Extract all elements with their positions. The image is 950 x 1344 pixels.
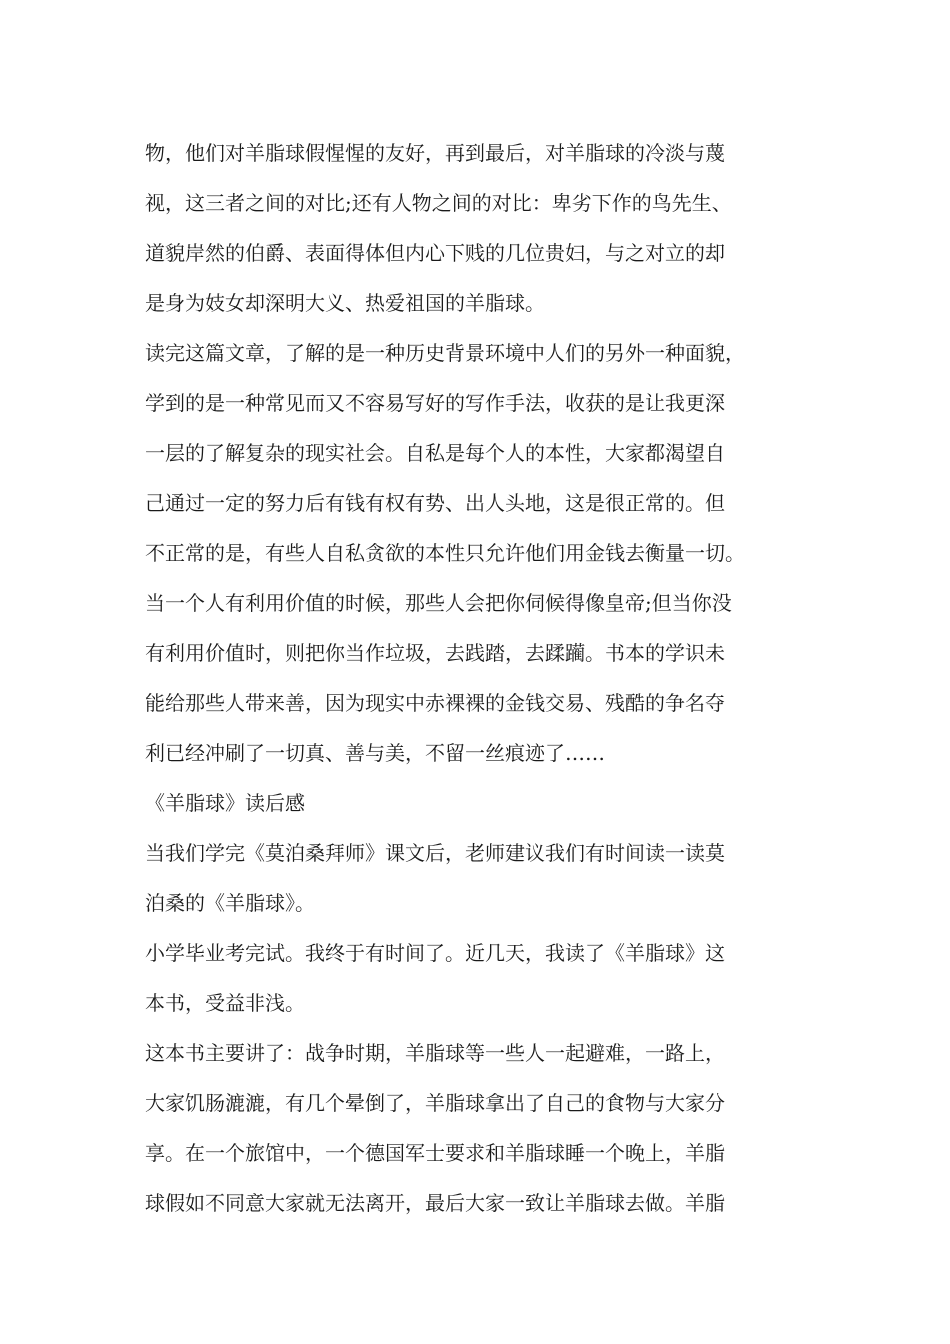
text-line: 物，他们对羊脂球假惺惺的友好，再到最后，对羊脂球的冷淡与蔑 <box>145 141 725 165</box>
text-line: 本书，受益非浅。 <box>145 991 305 1015</box>
text-line: 一层的了解复杂的现实社会。自私是每个人的本性，大家都渴望自 <box>145 441 725 465</box>
section-heading: 《羊脂球》读后感 <box>145 791 305 815</box>
text-line: 是身为妓女却深明大义、热爱祖国的羊脂球。 <box>145 291 545 315</box>
text-line: 学到的是一种常见而又不容易写好的写作手法，收获的是让我更深 <box>145 391 725 415</box>
text-line: 不正常的是，有些人自私贪欲的本性只允许他们用金钱去衡量一切。 <box>145 541 745 565</box>
text-line: 当我们学完《莫泊桑拜师》课文后，老师建议我们有时间读一读莫 <box>145 841 725 865</box>
text-line: 享。在一个旅馆中，一个德国军士要求和羊脂球睡一个晚上，羊脂 <box>145 1141 725 1165</box>
text-line: 道貌岸然的伯爵、表面得体但内心下贱的几位贵妇，与之对立的却 <box>145 241 725 265</box>
text-line: 这本书主要讲了：战争时期，羊脂球等一些人一起避难，一路上， <box>145 1041 725 1065</box>
text-line: 大家饥肠漉漉，有几个晕倒了，羊脂球拿出了自己的食物与大家分 <box>145 1091 725 1115</box>
text-line: 读完这篇文章，了解的是一种历史背景环境中人们的另外一种面貌， <box>145 341 745 365</box>
text-line: 球假如不同意大家就无法离开，最后大家一致让羊脂球去做。羊脂 <box>145 1191 725 1215</box>
document-body <box>145 128 815 1228</box>
text-line: 利已经冲刷了一切真、善与美，不留一丝痕迹了…… <box>145 741 605 765</box>
text-line: 视，这三者之间的对比;还有人物之间的对比：卑劣下作的鸟先生、 <box>145 191 732 215</box>
text-line: 泊桑的《羊脂球》。 <box>145 891 315 915</box>
text-line: 能给那些人带来善，因为现实中赤裸裸的金钱交易、残酷的争名夺 <box>145 691 725 715</box>
text-line: 有利用价值时，则把你当作垃圾，去践踏，去蹂躏。书本的学识未 <box>145 641 725 665</box>
text-line: 当一个人有利用价值的时候，那些人会把你伺候得像皇帝;但当你没 <box>145 591 732 615</box>
text-line: 小学毕业考完试。我终于有时间了。近几天，我读了《羊脂球》这 <box>145 941 725 965</box>
text-line: 己通过一定的努力后有钱有权有势、出人头地，这是很正常的。但 <box>145 491 725 515</box>
